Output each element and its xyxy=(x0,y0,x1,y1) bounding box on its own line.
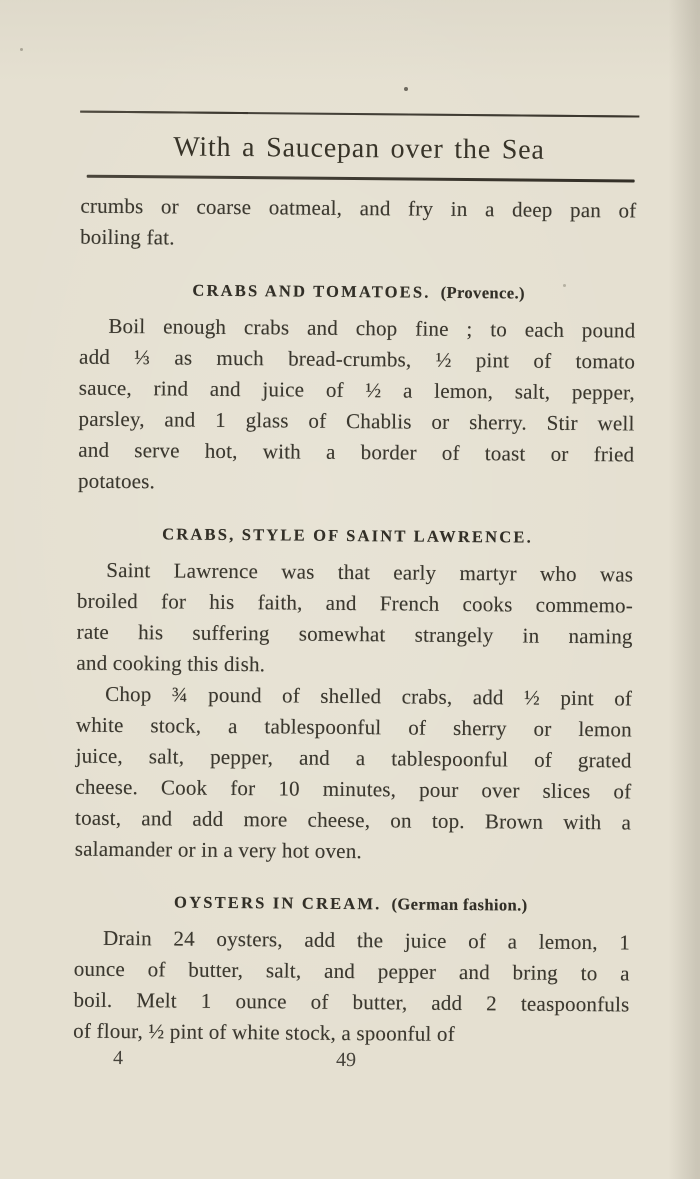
text-line: rate his suffering somewhat strangely in naming xyxy=(76,619,633,649)
paragraph xyxy=(76,554,633,683)
paragraph xyxy=(73,922,630,1051)
text-line: toast, and add more cheese, on top. Brown with a xyxy=(74,805,632,835)
text-line: of flour, ½ pint of white stock, a spoonful of xyxy=(73,1018,455,1046)
text-line: and cooking this dish. xyxy=(76,650,266,676)
recipe-heading xyxy=(61,520,633,551)
recipe-heading-caps: CRABS AND TOMATOES. xyxy=(192,280,431,302)
text-line: sauce, rind and juice of ½ a lemon, salt, pepper, xyxy=(78,375,635,405)
text-line: add ⅓ as much bread-crumbs, ½ pint of tomato xyxy=(79,344,636,374)
text-line: broiled for his faith, and French cooks commemo- xyxy=(76,588,634,618)
text-line: juice, salt, pepper, and a tablespoonful of grated xyxy=(75,743,632,773)
recipe-heading-qualifier: (Provence.) xyxy=(440,282,525,303)
page-number: 49 xyxy=(335,1048,357,1071)
recipe-heading xyxy=(82,276,636,307)
text-line: ounce of butter, salt, and pepper and bring to a xyxy=(73,956,630,986)
paragraph xyxy=(78,310,636,501)
running-head-title: With a Saucepan over the Sea xyxy=(173,131,545,166)
header-rule-bottom xyxy=(87,175,635,182)
text-line: cheese. Cook for 10 minutes, pour over slices of xyxy=(75,774,632,804)
paragraph xyxy=(80,190,637,257)
text-line: potatoes. xyxy=(77,468,156,493)
text-line: Boil enough crabs and chop fine ; to each pound xyxy=(108,313,636,343)
signature-mark: 4 xyxy=(112,1046,124,1069)
recipe-heading xyxy=(71,888,630,919)
text-line: crumbs or coarse oatmeal, and fry in a deep pan of xyxy=(80,193,637,223)
text-line: Drain 24 oysters, add the juice of a lemon, 1 xyxy=(102,925,631,955)
text-line: Chop ¾ pound of shelled crabs, add ½ pint of xyxy=(105,681,633,711)
recipe-heading-qualifier: (German fashion.) xyxy=(391,893,528,915)
text-line: boil. Melt 1 ounce of butter, add 2 teaspoonfuls xyxy=(73,987,630,1017)
page-footer xyxy=(73,1046,629,1083)
type-area xyxy=(0,110,700,1084)
text-line: and serve hot, with a border of toast or fried xyxy=(78,437,635,467)
text-line: boiling fat. xyxy=(80,224,175,250)
recipe-heading-caps: CRABS, STYLE OF SAINT LAWRENCE. xyxy=(162,523,534,547)
paragraph xyxy=(75,678,633,869)
text-line: salamander or in a very hot oven. xyxy=(74,836,363,863)
page-body-text xyxy=(73,190,636,1051)
recipe-heading-caps: OYSTERS IN CREAM. xyxy=(174,892,382,913)
text-line: white stock, a tablespoonful of sherry or lemon xyxy=(75,712,632,742)
text-line: parsley, and 1 glass of Chablis or sherry. Stir well xyxy=(78,406,635,436)
text-line: Saint Lawrence was that early martyr who was xyxy=(106,557,634,587)
header-rule-top xyxy=(80,111,639,118)
